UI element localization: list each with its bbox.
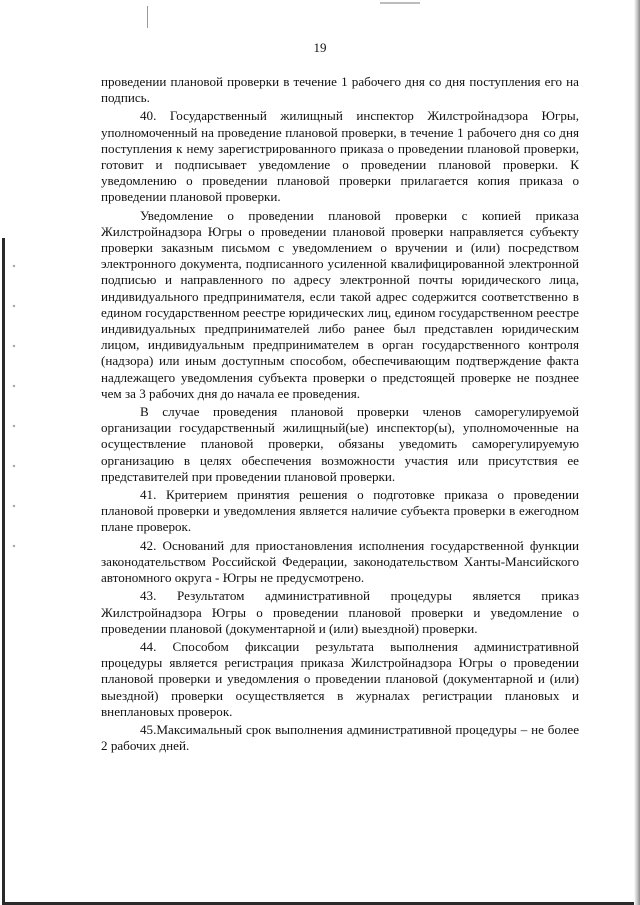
paragraph: 40. Государственный жилищный инспектор Жилстройнадзора Югры, уполномоченный на проведение плановой проверки, в течение 1 рабочего дня со дня поступления к нему зарегистрированного приказа о проведении плановой проверки, готовит и подписывает уведомление о проведении плановой проверки. К уведомлению о проведении плановой проверки прилагается копия приказа о проведении плановой проверки.: [101, 108, 579, 205]
page-number: 19: [313, 40, 327, 55]
paragraph: Уведомление о проведении плановой проверки с копией приказа Жилстройнадзора Югры о проведении плановой проверки направляется субъекту проверки заказным письмом с уведомлением о вручении и (или) посредством электронного документа, подписанного усиленной квалифицированной электронной подписью и направленного по адресу электронной почты юридического лица, индивидуального предпринимателя, если такой адрес содержится соответственно в едином государственном реестре юридических лиц, едином государственном реестре индивидуальных предпринимателей либо ранее был представлен юридическим лицом, индивидуальным предпринимателем в орган государственного контроля (надзора) или иным доступным способом, обеспечивающим подтверждение факта надлежащего уведомления субъекта проверки о предстоящей проверке не позднее чем за 3 рабочих дня до начала ее проведения.: [101, 207, 579, 401]
scan-right-edge: [634, 0, 640, 905]
paragraph: 45.Максимальный срок выполнения административной процедуры – не более 2 рабочих дней.: [101, 721, 579, 754]
scan-left-edge: [2, 238, 5, 905]
scan-specks: [6, 240, 20, 560]
paragraph: 43. Результатом административной процедуры является приказ Жилстройнадзора Югры о проведении плановой проверки и уведомление о проведении плановой (документарной и (или) выездной) проверки.: [101, 588, 579, 636]
paragraph: 41. Критерием принятия решения о подготовке приказа о проведении плановой проверки и уведомления является наличие субъекта проверки в ежегодном плане проверок.: [101, 487, 579, 535]
paragraph: 42. Оснований для приостановления исполнения государственной функции законодательством Российской Федерации, законодательством Ханты-Мансийского автономного округа - Югры не предусмотрено.: [101, 537, 579, 586]
paragraph: проведении плановой проверки в течение 1 рабочего дня со дня поступления его на подпись.: [101, 74, 579, 106]
scan-tick-top: [147, 6, 148, 28]
scan-mark-top: [380, 2, 420, 12]
paragraph: 44. Способом фиксации результата выполнения административной процедуры является регистрация приказа Жилстройнадзора Югры о проведении плановой проверки и уведомления о проведении плановой (документарной и (или) выездной) проверки осуществляется в журналах регистрации плановых и внеплановых проверок.: [101, 638, 579, 719]
document-body: [101, 74, 579, 754]
paragraph: В случае проведения плановой проверки членов саморегулируемой организации государственный жилищный(ые) инспектор(ы), уполномоченные на осуществление плановой проверки, обязаны уведомить саморегулируемую организацию в целях обеспечения возможности участия или присутствия ее представителей при проведении плановой проверки.: [101, 404, 579, 484]
